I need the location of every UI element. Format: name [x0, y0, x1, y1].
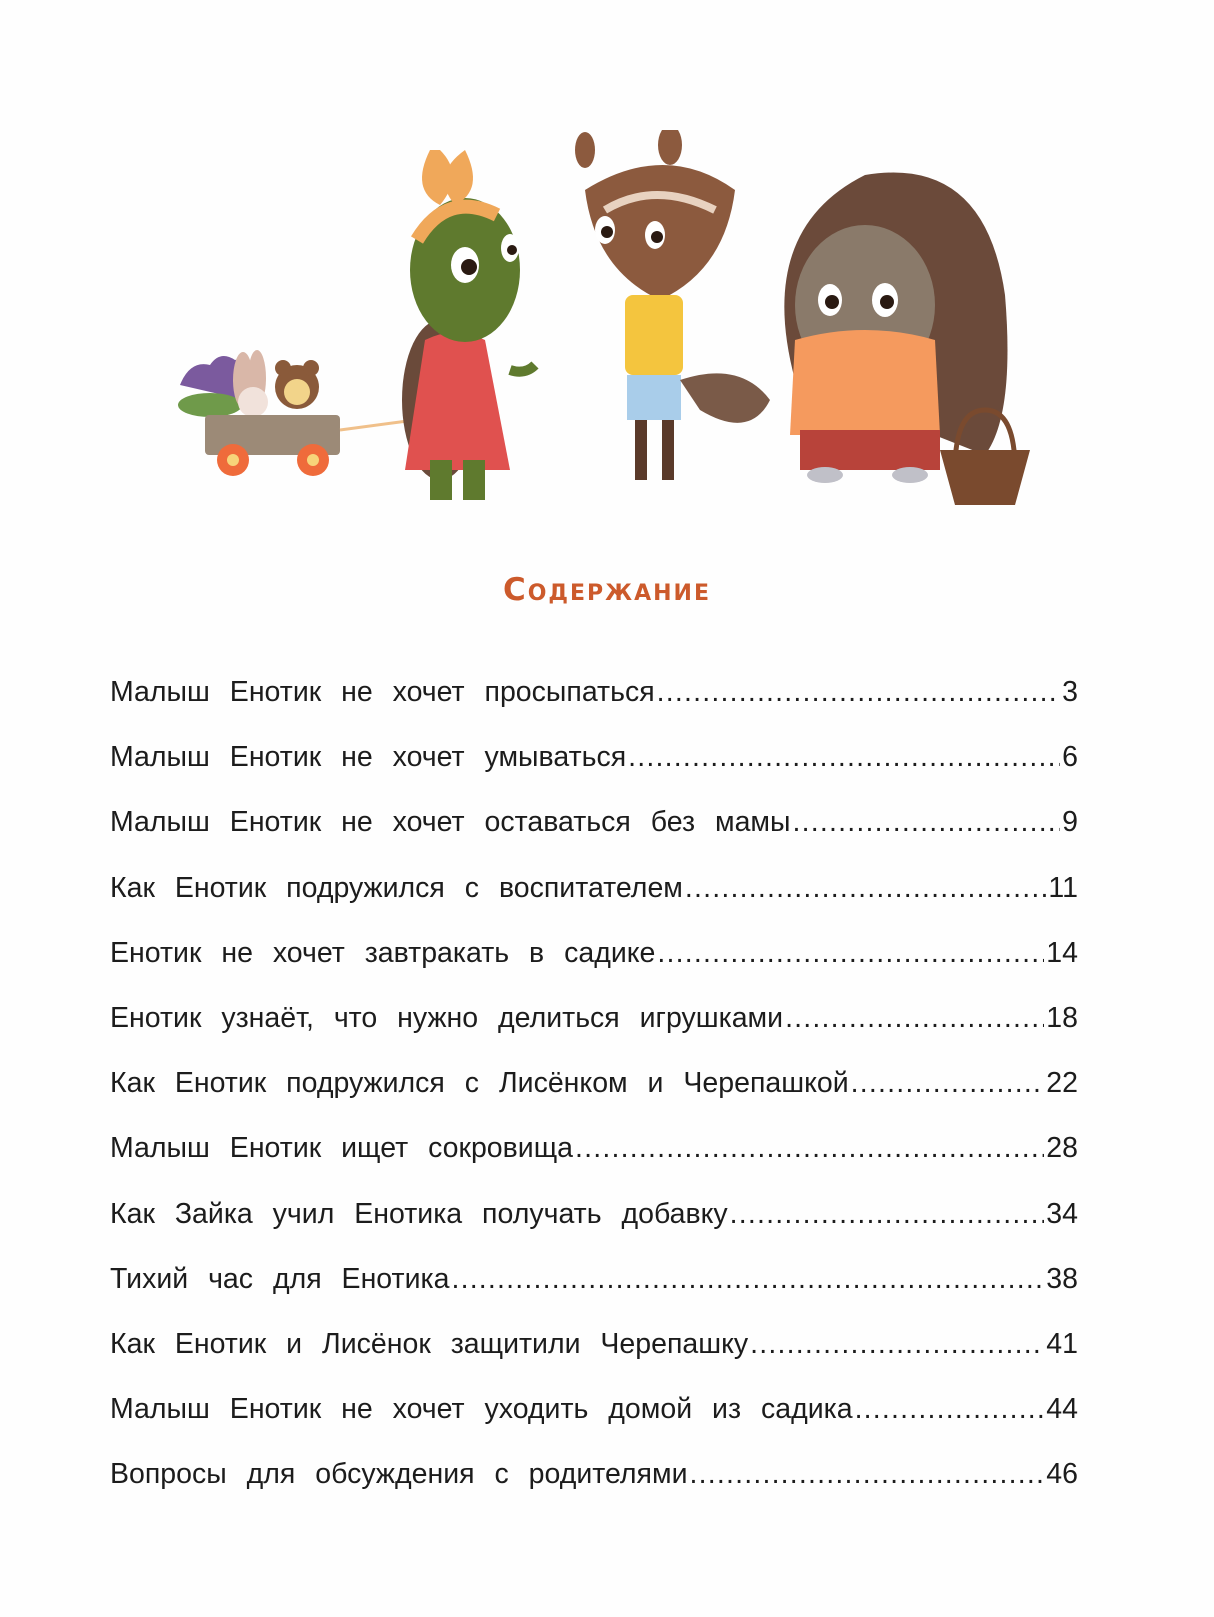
table-of-contents [110, 676, 1078, 1523]
toc-entry[interactable] [110, 872, 1078, 937]
toc-leader-dots [690, 1458, 1045, 1491]
toc-entry-title: Енотик узнаёт, что нужно делиться игрушками [110, 1001, 784, 1034]
toc-page-number: 28 [1046, 1132, 1078, 1165]
toc-entry-title: Как Енотик и Лисёнок защитили Черепашку [110, 1327, 749, 1360]
toc-entry[interactable] [110, 806, 1078, 871]
toc-page-number: 6 [1062, 741, 1078, 774]
toc-leader-dots [793, 806, 1061, 839]
toc-page-number: 11 [1048, 871, 1078, 904]
toc-entry[interactable] [110, 1458, 1078, 1523]
toc-leader-dots [628, 741, 1060, 774]
toc-entry-title: Тихий час для Енотика [110, 1262, 450, 1295]
page-title: Содержание [502, 572, 711, 608]
toc-entry-title: Малыш Енотик не хочет умываться [110, 741, 627, 774]
toc-entry-title: Как Енотик подружился с Лисёнком и Черепашкой [110, 1067, 849, 1100]
toc-page-number: 44 [1046, 1393, 1078, 1426]
toc-entry-title: Малыш Енотик не хочет просыпаться [110, 676, 655, 708]
toc-leader-dots [851, 1067, 1045, 1100]
toc-entry[interactable] [110, 937, 1078, 1002]
toc-leader-dots [657, 937, 1044, 970]
turtle-icon [402, 150, 535, 500]
toc-leader-dots [785, 1002, 1044, 1035]
toc-page-number: 34 [1046, 1197, 1078, 1230]
hedgehog-icon [784, 173, 1030, 506]
toc-entry[interactable] [110, 1393, 1078, 1458]
toc-leader-dots [685, 872, 1047, 905]
toy-wagon-icon [178, 350, 415, 476]
toc-leader-dots [657, 676, 1061, 709]
toc-entry-title: Как Енотик подружился с воспитателем [110, 871, 683, 904]
toc-page-number: 9 [1062, 806, 1078, 839]
toc-entry[interactable] [110, 1263, 1078, 1328]
toc-leader-dots [575, 1132, 1044, 1165]
toc-page-number: 18 [1046, 1001, 1078, 1034]
toc-entry-title: Малыш Енотик не хочет уходить домой из садика [110, 1393, 853, 1426]
toc-leader-dots [750, 1328, 1044, 1361]
toc-entry[interactable] [110, 1002, 1078, 1067]
toc-leader-dots [855, 1393, 1045, 1426]
toc-entry-title: Малыш Енотик не хочет оставаться без мамы [110, 806, 791, 839]
toc-entry-title: Как Зайка учил Енотика получать добавку [110, 1197, 728, 1230]
toc-entry[interactable] [110, 1328, 1078, 1393]
toc-leader-dots [451, 1263, 1044, 1296]
toc-entry[interactable] [110, 1198, 1078, 1263]
toc-page-number: 46 [1046, 1458, 1078, 1491]
toc-page-number: 41 [1046, 1327, 1078, 1360]
toc-page-number: 22 [1046, 1067, 1078, 1100]
toc-entry-title: Малыш Енотик ищет сокровища [110, 1132, 574, 1165]
toc-entry[interactable] [110, 741, 1078, 806]
toc-entry[interactable] [110, 1067, 1078, 1132]
toc-entry-title: Енотик не хочет завтракать в садике [110, 936, 656, 969]
toc-leader-dots [730, 1198, 1045, 1231]
toc-entry[interactable] [110, 1132, 1078, 1197]
toc-entry-title: Вопросы для обсуждения с родителями [110, 1458, 688, 1491]
toc-entry[interactable] [110, 676, 1078, 741]
toc-page-number: 3 [1062, 676, 1078, 708]
toc-page-number: 38 [1046, 1262, 1078, 1295]
raccoon-icon [575, 130, 770, 480]
characters-illustration [165, 130, 1045, 510]
toc-page-number: 14 [1046, 936, 1078, 969]
